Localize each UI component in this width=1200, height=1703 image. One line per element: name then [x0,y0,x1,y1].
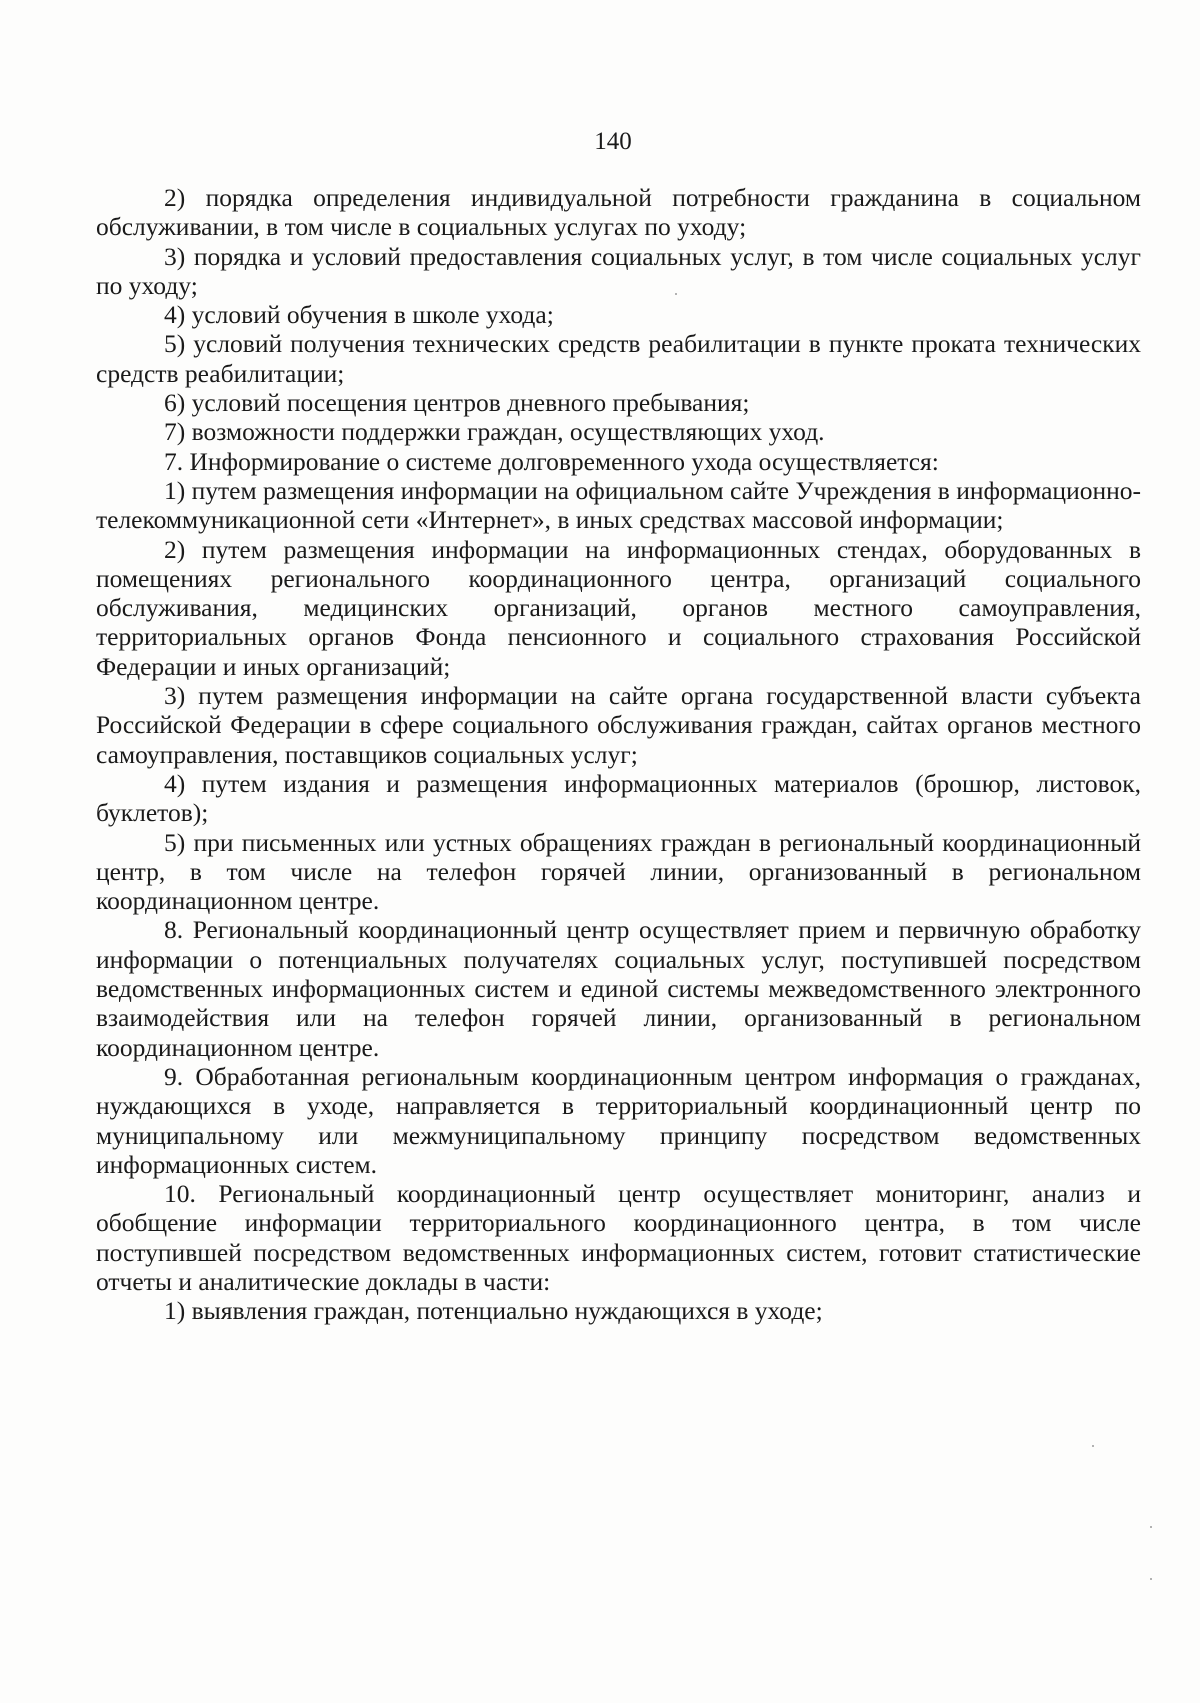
paragraph: 10. Региональный координационный центр осуществляет мониторинг, анализ и обобщение информации территориального координационного центра, в том числе поступившей посредством ведомственных информационных систем, готовит статистические отчеты и аналитические доклады в части: [96,1179,1141,1296]
paragraph: 8. Региональный координационный центр осуществляет прием и первичную обработку информации о потенциальных получателях социальных услуг, поступившей посредством ведомственных информационных систем и единой системы межведомственного электронного взаимодействия или на телефон горячей линии, организованный в региональном координационном центре. [96,915,1141,1062]
page-number: 140 [594,128,632,155]
paragraph: 5) условий получения технических средств реабилитации в пункте проката технических средств реабилитации; [96,329,1141,388]
paragraph: 1) путем размещения информации на официальном сайте Учреждения в информационно-телекоммуникационной сети «Интернет», в иных средствах массовой информации; [96,475,1141,535]
paragraph: 7) возможности поддержки граждан, осуществляющих уход. [164,417,825,447]
paragraph: 6) условий посещения центров дневного пребывания; [164,388,750,418]
paragraph: 4) условий обучения в школе ухода; [164,300,554,330]
paragraph: 5) при письменных или устных обращениях граждан в региональный координационный центр, в том числе на телефон горячей линии, организованный в региональном координационном центре. [96,827,1141,916]
paragraph: 1) выявления граждан, потенциально нуждающихся в уходе; [164,1296,823,1326]
paragraph: 3) порядка и условий предоставления социальных услуг, в том числе социальных услуг по уходу; [96,241,1141,300]
scan-speck [675,293,677,295]
scan-speck [1150,1526,1152,1528]
paragraph: 9. Обработанная региональным координационным центром информация о гражданах, нуждающихся в уходе, направляется в территориальный координационный центр по муниципальному или межмуниципальному принципу посредством ведомственных информационных систем. [96,1061,1141,1179]
paragraph: 7. Информирование о системе долговременного ухода осуществляется: [164,446,939,476]
paragraph: 2) порядка определения индивидуальной потребности гражданина в социальном обслуживании, в том числе в социальных услугах по уходу; [96,183,1141,242]
document-body [96,183,1141,1326]
scan-speck [1092,1445,1094,1447]
paragraph: 2) путем размещения информации на информационных стендах, оборудованных в помещениях регионального координационного центра, организаций социального обслуживания, медицинских организаций, органов местного самоуправления, территориальных органов Фонда пенсионного и социального страхования Российской Федерации и иных организаций; [96,534,1141,681]
paragraph: 3) путем размещения информации на сайте органа государственной власти субъекта Российской Федерации в сфере социального обслуживания граждан, сайтах органов местного самоуправления, поставщиков социальных услуг; [96,681,1141,769]
paragraph: 4) путем издания и размещения информационных материалов (брошюр, листовок, буклетов); [96,768,1141,828]
scan-speck [1150,1578,1152,1580]
